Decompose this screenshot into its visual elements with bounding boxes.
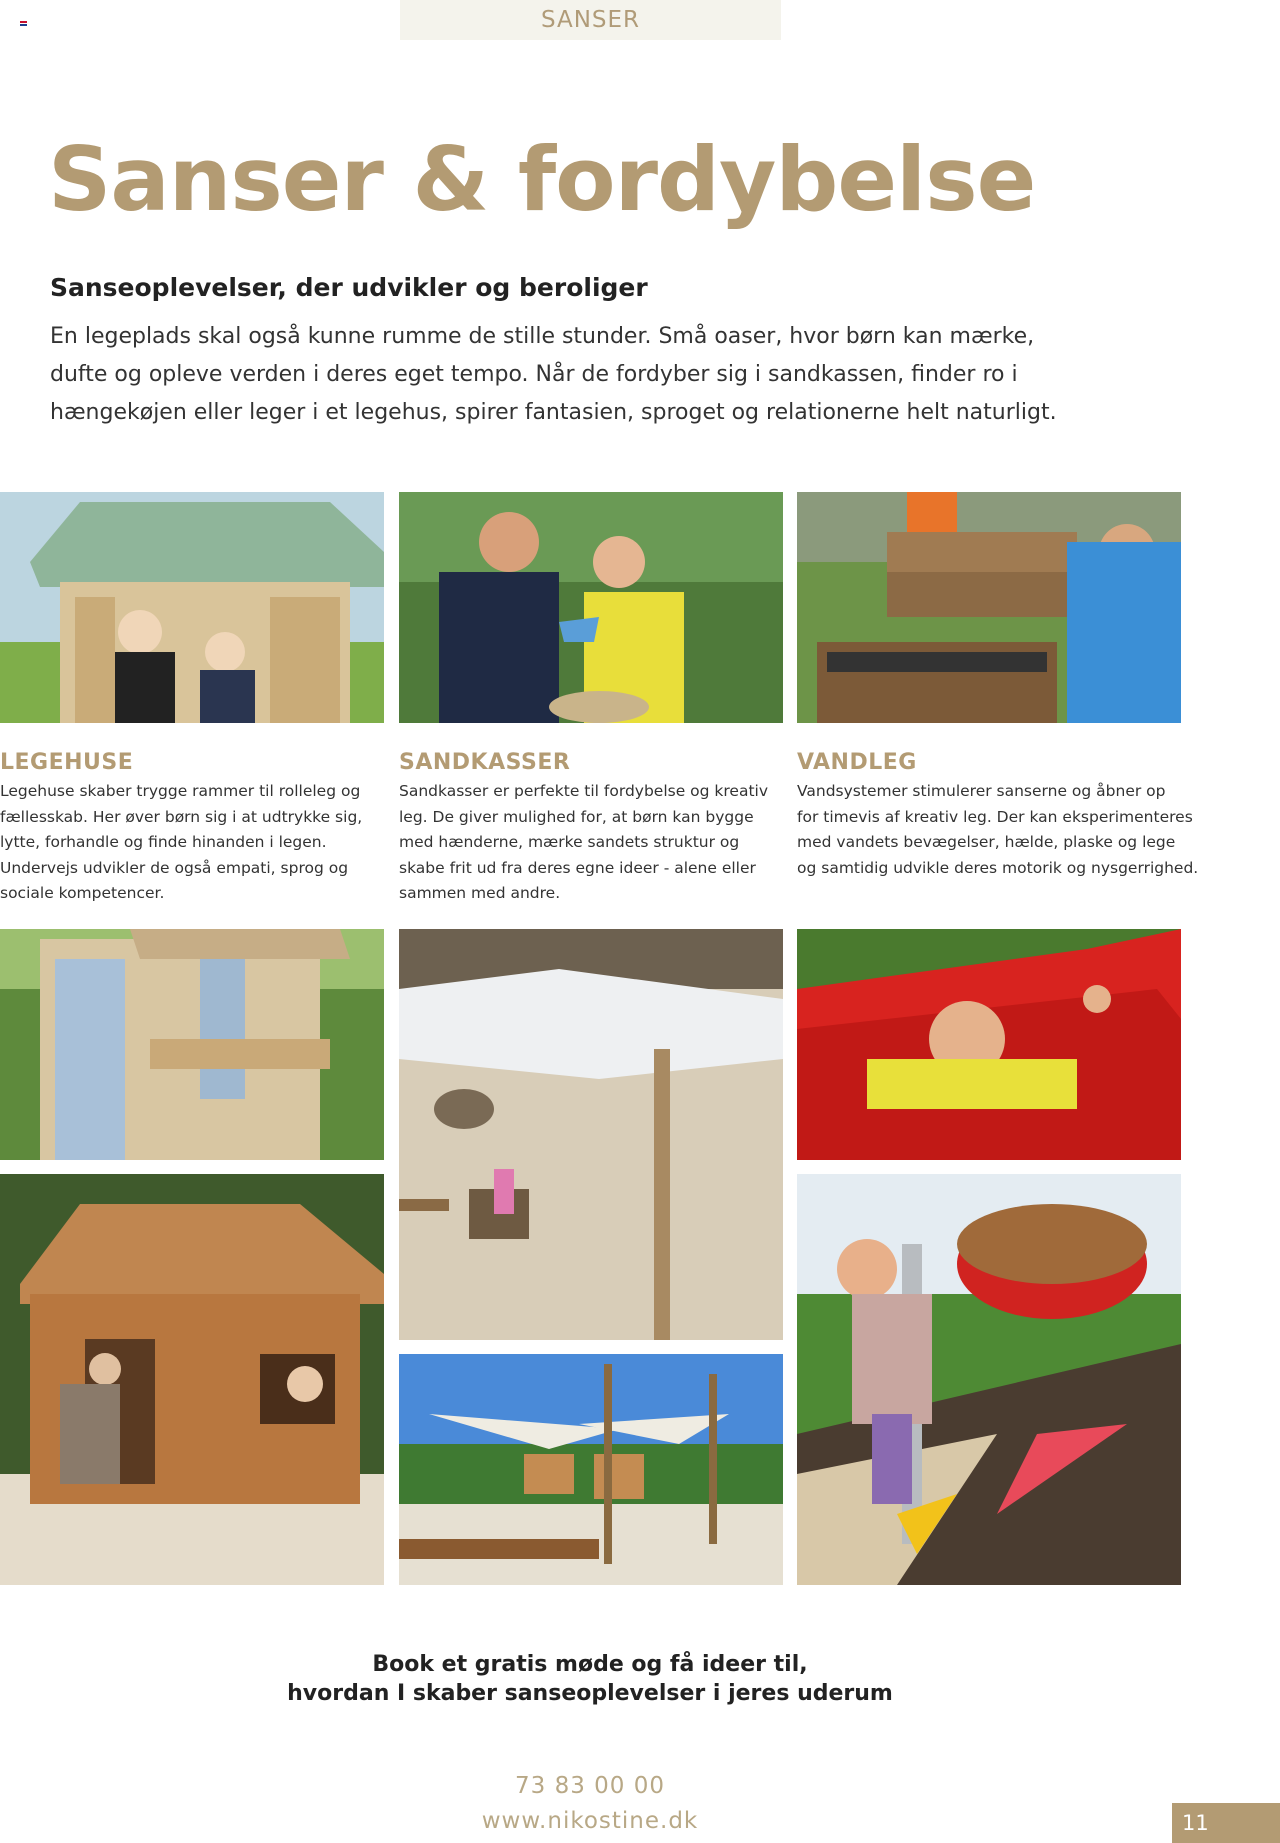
kiosk-playhouse-photo xyxy=(0,929,384,1160)
category-text-line: Sandkasser er perfekte til fordybelse og kreativ xyxy=(399,782,769,800)
wooden-cabin-photo xyxy=(0,1174,384,1585)
cta-line: hvordan I skaber sanseoplevelser i jeres uderum xyxy=(287,1681,893,1706)
category-text-sandkasser xyxy=(399,779,768,907)
call-to-action xyxy=(0,1650,1180,1708)
category-text-legehuse xyxy=(0,779,362,907)
danish-flag-icon xyxy=(20,21,27,26)
category-text-line: sociale kompetencer. xyxy=(0,884,165,902)
intro-line: En legeplads skal også kunne rumme de stille stunder. Små oaser, hvor børn kan mærke, xyxy=(50,324,1035,349)
sail-sandbox-photo xyxy=(399,1354,783,1585)
category-text-line: og samtidig udvikle deres motorik og nysgerrighed. xyxy=(797,858,1199,877)
category-text-line: Undervejs udvikler de også empati, sprog og xyxy=(0,858,349,877)
category-text-line: Legehuse skaber trygge rammer til rolleleg og xyxy=(0,782,361,800)
page-title: Sanser & fordybelse xyxy=(48,128,1036,231)
category-text-line: Vandsystemer stimulerer sanserne og åbner op xyxy=(797,782,1166,800)
category-heading-vandleg: VANDLEG xyxy=(797,750,917,775)
intro-line: dufte og opleve verden i deres eget tempo. Når de fordyber sig i sandkassen, finder ro i xyxy=(50,362,1018,387)
category-text-vandleg xyxy=(797,779,1198,881)
category-text-line: leg. De giver mulighed for, at børn kan bygge xyxy=(399,807,754,826)
category-text-line: sammen med andre. xyxy=(399,884,561,902)
contact-phone[interactable]: 73 83 00 00 xyxy=(515,1773,665,1799)
contact-website[interactable]: www.nikostine.dk xyxy=(481,1808,699,1834)
category-heading-legehuse: LEGEHUSE xyxy=(0,750,134,775)
hammock-photo xyxy=(797,929,1181,1160)
page-subtitle: Sanseoplevelser, der udvikler og beroliger xyxy=(50,273,648,302)
category-text-line: skabe frit ud fra deres egne ideer - alene eller xyxy=(399,858,756,877)
category-text-line: for timevis af kreativ leg. Der kan eksperimenteres xyxy=(797,807,1193,826)
category-text-line: med hænderne, mærke sandets struktur og xyxy=(399,833,740,851)
spinner-play-photo xyxy=(797,1174,1181,1585)
category-text-line: lytte, forhandle og finde hinanden i legen. xyxy=(0,833,327,851)
intro-paragraph xyxy=(50,318,1057,432)
page-number: 11 xyxy=(1172,1803,1280,1843)
water-play-photo xyxy=(797,492,1181,723)
category-text-line: med vandets bevægelser, hælde, plaske og lege xyxy=(797,833,1176,851)
playhouse-photo xyxy=(0,492,384,723)
section-label: SANSER xyxy=(400,0,781,40)
cta-line: Book et gratis møde og få ideer til, xyxy=(372,1652,808,1677)
shaded-sandbox-photo xyxy=(399,929,783,1340)
intro-line: hængekøjen eller leger i et legehus, spirer fantasien, sproget og relationerne helt naturligt. xyxy=(50,400,1057,425)
category-heading-sandkasser: SANDKASSER xyxy=(399,750,571,775)
category-text-line: fællesskab. Her øver børn sig i at udtrykke sig, xyxy=(0,807,363,826)
sandbox-kids-photo xyxy=(399,492,783,723)
